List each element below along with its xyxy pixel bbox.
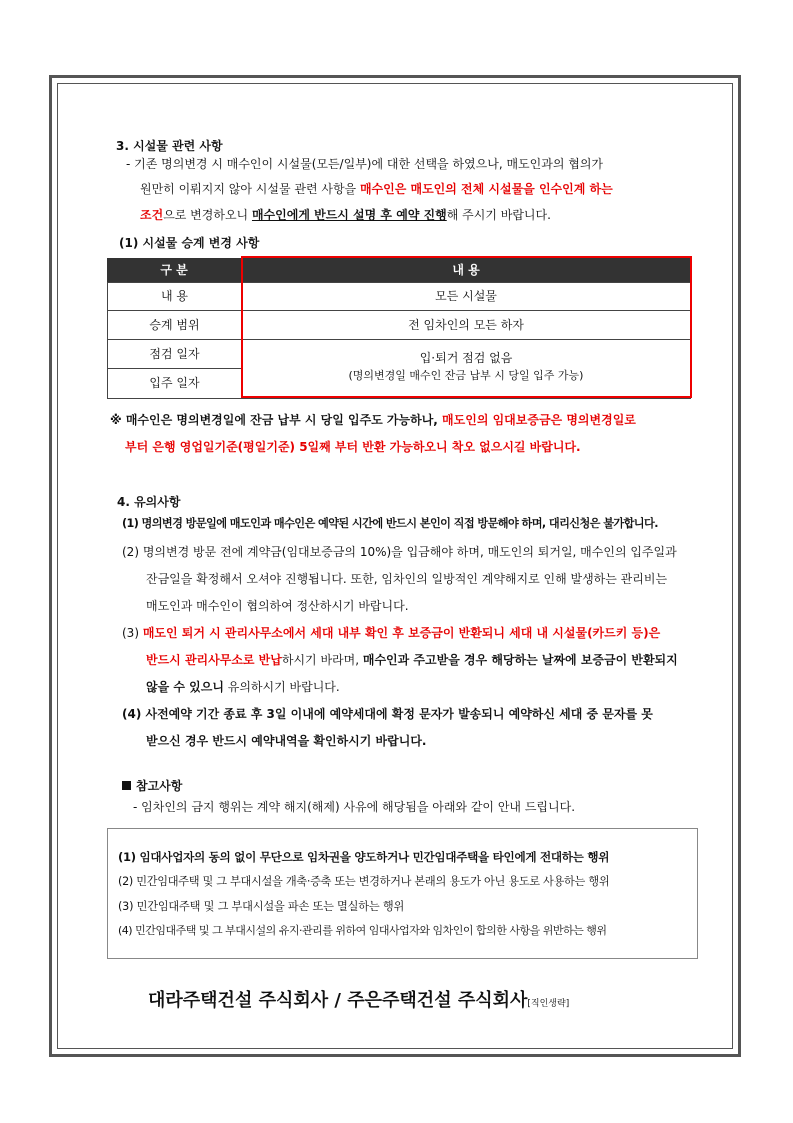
highlight-red-box	[241, 256, 692, 398]
reference-item: (1) 임대사업자의 동의 없이 무단으로 임차권을 양도하거나 민간임대주택을 타인에게 전대하는 행위	[118, 850, 610, 864]
table-header-category: 구 분	[107, 258, 241, 282]
table-row-value: 모든 시설물	[241, 282, 691, 311]
table-row-label: 내 용	[107, 282, 242, 311]
section3-title: 3. 시설물 관련 사항	[116, 139, 223, 153]
text-run: 해 주시기 바랍니다.	[446, 208, 551, 222]
note-line1	[110, 412, 636, 428]
merged-value-line2: (명의변경일 매수인 잔금 납부 시 당일 입주 가능)	[348, 369, 584, 382]
section3-paragraph-line1: - 기존 명의변경 시 매수인이 시설물(모든/일부)에 대한 선택을 하였으나, 매도인과의 협의가	[126, 157, 604, 171]
highlight-red: 반드시 관리사무소로 반납	[146, 653, 282, 667]
section3-paragraph-line3	[140, 207, 551, 223]
section4-item4-line1: (4) 사전예약 기간 종료 후 3일 이내에 예약세대에 확정 문자가 발송되니 예약하신 세대 중 문자를 못	[122, 707, 653, 721]
highlight-red: 매도인의 임대보증금은 명의변경일로	[442, 413, 636, 427]
section4-title: 4. 유의사항	[117, 495, 181, 509]
note-line2: 부터 은행 영업일기준(평일기준) 5일째 부터 반환 가능하오니 착오 없으시길 바랍니다.	[125, 440, 581, 454]
section3-paragraph-line2	[140, 181, 613, 197]
merged-value-line1: 입·퇴거 점검 없음	[419, 351, 513, 365]
text-run: 유의하시기 바랍니다.	[223, 680, 340, 694]
text-run: 으로 변경하오니	[163, 208, 252, 222]
company-names: 대라주택건설 주식회사 / 주은주택건설 주식회사	[148, 990, 528, 1011]
square-bullet-icon	[122, 781, 131, 790]
bold-run: 매수인과 주고받을 경우 해당하는 날짜에 보증금이 반환되지	[362, 653, 678, 667]
reference-item: (4) 민간임대주택 및 그 부대시설의 유지·관리를 위하여 임대사업자와 임차인이 합의한 사항을 위반하는 행위	[118, 924, 607, 937]
table-row-value: 전 임차인의 모든 하자	[241, 310, 691, 340]
highlight-red: 매도인 퇴거 시 관리사무소에서 세대 내부 확인 후 보증금이 반환되니 세대 내 시설물(카드키 등)은	[142, 626, 661, 640]
text-run: (3)	[122, 626, 143, 640]
section4-item1: (1) 명의변경 방문일에 매도인과 매수인은 예약된 시간에 반드시 본인이 직접 방문해야 하며, 대리신청은 불가합니다.	[122, 517, 658, 530]
highlight-red: 조건	[140, 208, 164, 222]
text-run: 원만히 이뤄지지 않아 시설물 관련 사항을	[140, 182, 360, 196]
section4-item2-line1: (2) 명의변경 방문 전에 계약금(임대보증금의 10%)을 입금해야 하며, 매도인의 퇴거일, 매수인의 입주일과	[122, 545, 677, 559]
table-row-label: 점검 일자	[107, 339, 242, 369]
section4-item4-line2: 받으신 경우 반드시 예약내역을 확인하시기 바랍니다.	[146, 734, 427, 748]
table-row-label: 입주 일자	[107, 368, 242, 399]
section3-subtitle: (1) 시설물 승계 변경 사항	[119, 236, 260, 250]
reference-intro: - 임차인의 금지 행위는 계약 해지(해제) 사유에 해당됨을 아래와 같이 안내 드립니다.	[133, 800, 576, 814]
reference-item: (2) 민간임대주택 및 그 부대시설을 개축·증축 또는 변경하거나 본래의 용도가 아닌 용도로 사용하는 행위	[118, 875, 610, 888]
text-run: ※ 매수인은 명의변경일에 잔금 납부 시 당일 입주도 가능하나,	[110, 413, 443, 427]
section4-item2-line2: 잔금일을 확정해서 오셔야 진행됩니다. 또한, 임차인의 일방적인 계약해지로 인해 발생하는 관리비는	[146, 572, 668, 586]
section4-item3-line2	[146, 652, 678, 668]
table-header-content: 내 용	[241, 258, 691, 282]
footer-company	[148, 986, 569, 1012]
reference-item: (3) 민간임대주택 및 그 부대시설을 파손 또는 멸실하는 행위	[118, 900, 405, 913]
table-row-label: 승계 범위	[107, 310, 242, 340]
seal-note: [직인생략]	[527, 999, 570, 1009]
section4-item3-line1	[122, 625, 660, 641]
reference-title	[122, 777, 182, 794]
section4-item3-line3	[146, 679, 340, 695]
highlight-red: 매수인은 매도인의 전체 시설물을 인수인계 하는	[359, 182, 613, 196]
underlined-bold: 매수인에게 반드시 설명 후 예약 진행	[251, 208, 447, 222]
reference-title-text: 참고사항	[136, 779, 183, 793]
section4-item2-line3: 매도인과 매수인이 협의하여 정산하시기 바랍니다.	[146, 599, 409, 613]
bold-run: 않을 수 있으니	[146, 680, 224, 694]
reference-box	[107, 828, 698, 959]
text-run: 하시기 바라며,	[281, 653, 363, 667]
